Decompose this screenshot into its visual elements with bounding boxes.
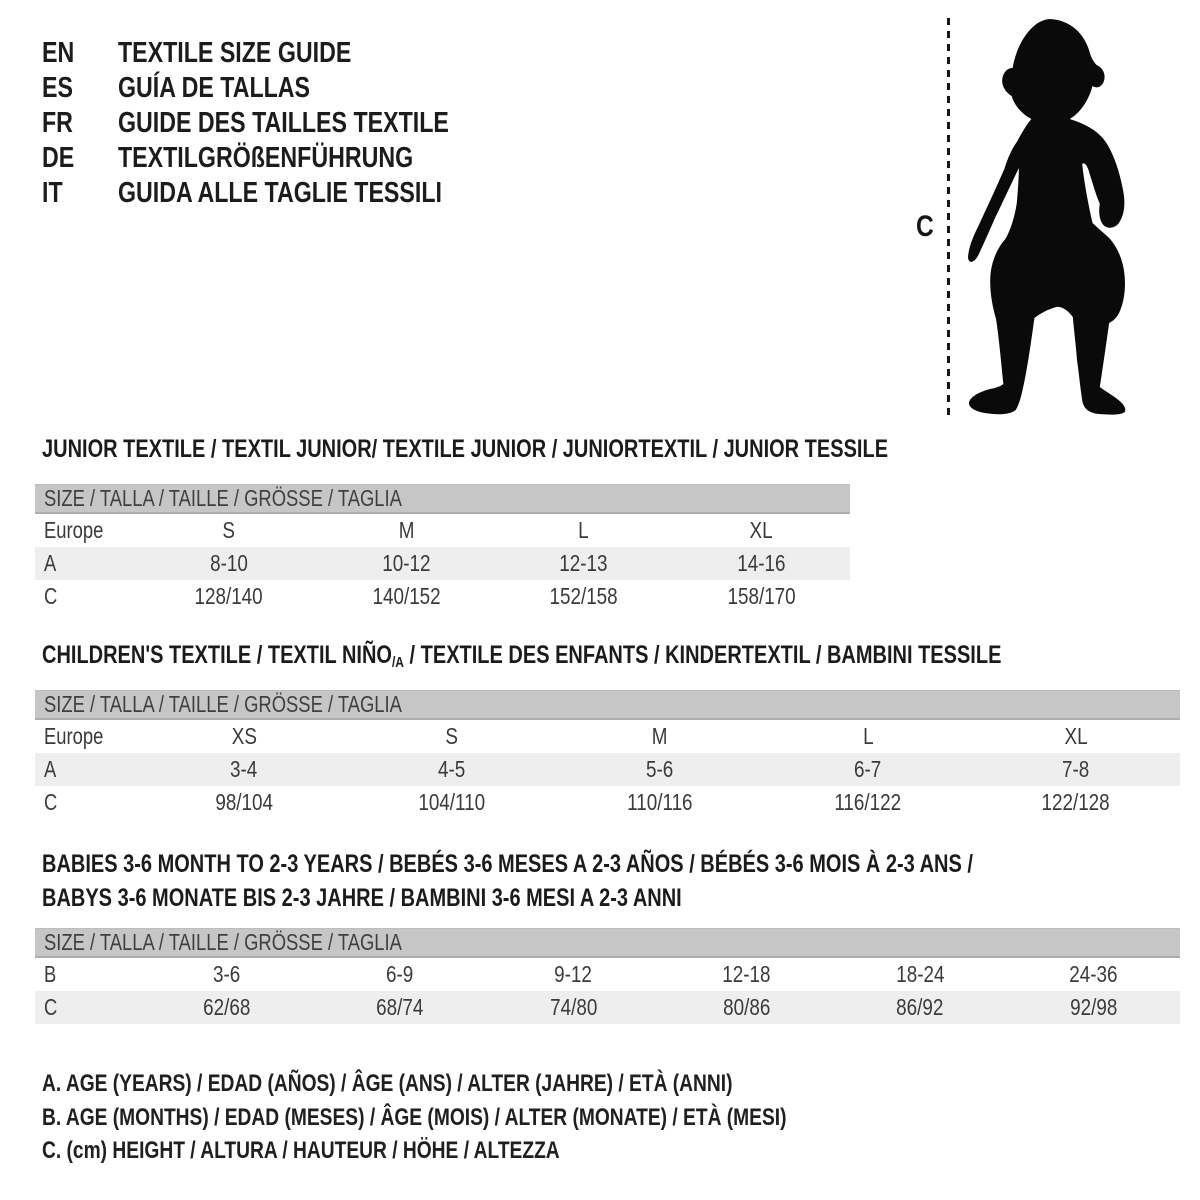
size-header-text: SIZE / TALLA / TAILLE / GRÖSSE / TAGLIA xyxy=(44,691,402,717)
children-title-subscript: /A xyxy=(391,654,404,671)
table-row-age xyxy=(35,547,850,580)
legend-height-cm xyxy=(42,1139,689,1163)
row-label-text: C xyxy=(44,994,58,1020)
size-cell-text: XL xyxy=(1064,723,1088,749)
size-cell-text: 3-6 xyxy=(213,961,241,987)
size-table-children xyxy=(35,690,1180,819)
size-header-bar xyxy=(35,928,1180,958)
language-code-text: IT xyxy=(42,177,63,209)
size-cell xyxy=(348,756,556,783)
row-label-text: Europe xyxy=(44,517,104,543)
guide-title-fr xyxy=(118,107,532,140)
row-label-text: A xyxy=(44,550,57,576)
size-cell-text: 158/170 xyxy=(727,583,796,609)
size-cell-text: 7-8 xyxy=(1062,756,1090,782)
size-cell-text: 8-10 xyxy=(209,550,248,576)
baby-silhouette-icon xyxy=(967,16,1133,416)
language-row-en xyxy=(42,36,532,71)
size-cell xyxy=(318,550,496,577)
legend-age-months-text: B. AGE (MONTHS) / EDAD (MESES) / ÂGE (MOIS) / ALTER (MONATE) / ETÀ (MESI) xyxy=(42,1104,787,1131)
size-cell xyxy=(318,583,496,610)
language-code xyxy=(42,107,118,140)
size-cell xyxy=(556,723,764,750)
size-cell xyxy=(140,756,348,783)
size-cell-text: M xyxy=(398,517,415,543)
size-cell-text: 86/92 xyxy=(896,994,944,1020)
size-cell xyxy=(140,550,318,577)
size-header-bar xyxy=(35,484,850,514)
size-cell xyxy=(673,583,851,610)
guide-title-fr-text: GUIDE DES TAILLES TEXTILE xyxy=(118,107,449,139)
row-label-text: C xyxy=(44,583,58,609)
table-row-height xyxy=(35,991,1180,1024)
row-label xyxy=(35,961,140,988)
language-row-de xyxy=(42,141,532,176)
language-row-es xyxy=(42,71,532,106)
row-label xyxy=(35,517,140,544)
size-cell xyxy=(487,961,660,988)
size-cell-text: 80/86 xyxy=(723,994,771,1020)
size-table-babies xyxy=(35,928,1180,1024)
row-label xyxy=(35,756,140,783)
size-cell-text: 3-4 xyxy=(230,756,258,782)
table-row-europe xyxy=(35,514,850,547)
row-label xyxy=(35,550,140,577)
size-cell-text: 18-24 xyxy=(895,961,945,987)
size-cell-text: 62/68 xyxy=(203,994,251,1020)
guide-title-it-text: GUIDA ALLE TAGLIE TESSILI xyxy=(118,177,442,209)
size-cell xyxy=(764,789,972,816)
size-cell-text: XS xyxy=(231,723,257,749)
size-cell xyxy=(972,789,1180,816)
size-cell-text: 12-18 xyxy=(722,961,771,987)
children-section-title xyxy=(42,643,1200,671)
children-title-post: / TEXTILE DES ENFANTS / KINDERTEXTIL / BAMBINI TESSILE xyxy=(403,641,1002,669)
language-code xyxy=(42,72,118,105)
size-cell-text: 122/128 xyxy=(1041,789,1111,815)
language-title-list xyxy=(42,36,532,211)
size-cell xyxy=(495,517,673,544)
size-cell-text: 6-7 xyxy=(854,756,882,782)
size-cell-text: S xyxy=(445,723,459,749)
language-code-text: ES xyxy=(42,72,73,104)
legend-age-years xyxy=(42,1072,905,1096)
size-cell xyxy=(1007,994,1180,1021)
row-label xyxy=(35,789,140,816)
language-row-fr xyxy=(42,106,532,141)
size-cell xyxy=(556,789,764,816)
size-cell-text: 4-5 xyxy=(438,756,466,782)
language-code xyxy=(42,177,118,210)
table-row-europe xyxy=(35,720,1180,753)
size-cell xyxy=(313,961,486,988)
language-code-text: FR xyxy=(42,107,73,139)
babies-section-title-line1-text: BABIES 3-6 MONTH TO 2-3 YEARS / BEBÉS 3-6 MESES A 2-3 AÑOS / BÉBÉS 3-6 MOIS À 2-3 ANS / xyxy=(42,850,973,878)
guide-title-en-text: TEXTILE SIZE GUIDE xyxy=(118,37,352,69)
size-cell xyxy=(495,550,673,577)
size-cell xyxy=(833,994,1006,1021)
guide-title-it xyxy=(118,177,523,210)
size-header-bar xyxy=(35,690,1180,720)
size-cell xyxy=(833,961,1006,988)
language-code-text: EN xyxy=(42,37,75,69)
size-cell xyxy=(764,756,972,783)
size-cell-text: 110/116 xyxy=(627,789,693,815)
legend-age-months xyxy=(42,1106,973,1130)
row-label-text: B xyxy=(44,961,57,987)
size-cell xyxy=(660,961,833,988)
guide-title-en xyxy=(118,37,410,70)
height-measure-dashed-line xyxy=(947,18,950,415)
size-cell-text: L xyxy=(578,517,589,543)
guide-title-es-text: GUÍA DE TALLAS xyxy=(118,72,311,104)
children-section-title-text xyxy=(42,643,1001,671)
size-table-junior xyxy=(35,484,850,613)
table-row-age-months xyxy=(35,958,1180,991)
size-cell xyxy=(556,756,764,783)
row-label xyxy=(35,723,140,750)
size-cell-text: 10-12 xyxy=(382,550,431,576)
guide-title-de-text: TEXTILGRÖßENFÜHRUNG xyxy=(118,142,414,174)
size-cell-text: XL xyxy=(749,517,773,543)
size-cell xyxy=(348,723,556,750)
size-cell-text: 5-6 xyxy=(646,756,674,782)
size-cell xyxy=(764,723,972,750)
size-cell-text: 116/122 xyxy=(834,789,902,815)
size-cell-text: M xyxy=(652,723,668,749)
size-cell-text: 128/140 xyxy=(194,583,263,609)
size-cell xyxy=(140,583,318,610)
size-header-text: SIZE / TALLA / TAILLE / GRÖSSE / TAGLIA xyxy=(44,929,402,955)
guide-title-de xyxy=(118,142,487,175)
size-header-text: SIZE / TALLA / TAILLE / GRÖSSE / TAGLIA xyxy=(44,485,402,511)
row-label-text: C xyxy=(44,789,58,815)
size-cell xyxy=(660,994,833,1021)
size-cell xyxy=(348,789,556,816)
language-code-text: DE xyxy=(42,142,75,174)
size-cell xyxy=(318,517,496,544)
size-cell-text: S xyxy=(222,517,236,543)
size-cell xyxy=(140,723,348,750)
height-measure-label xyxy=(914,210,936,244)
size-cell-text: 14-16 xyxy=(737,550,786,576)
height-measure-label-text: C xyxy=(915,210,934,243)
size-cell-text: 24-36 xyxy=(1069,961,1118,987)
size-cell-text: L xyxy=(862,723,874,749)
language-code xyxy=(42,142,118,175)
table-row-height xyxy=(35,580,850,613)
row-label xyxy=(35,994,140,1021)
size-cell-text: 68/74 xyxy=(376,994,424,1020)
row-label-text: A xyxy=(44,756,57,782)
babies-section-title-line2-text: BABYS 3-6 MONATE BIS 2-3 JAHRE / BAMBINI 3-6 MESI A 2-3 ANNI xyxy=(42,884,682,912)
size-cell-text: 152/158 xyxy=(549,583,618,609)
row-label-text: Europe xyxy=(44,723,104,749)
language-row-it xyxy=(42,176,532,211)
size-cell xyxy=(140,517,318,544)
size-cell-text: 6-9 xyxy=(386,961,414,987)
size-cell xyxy=(972,756,1180,783)
language-code xyxy=(42,37,118,70)
size-cell-text: 12-13 xyxy=(559,550,608,576)
size-cell xyxy=(495,583,673,610)
legend-age-years-text: A. AGE (YEARS) / EDAD (AÑOS) / ÂGE (ANS) / ALTER (JAHRE) / ETÀ (ANNI) xyxy=(42,1070,733,1097)
junior-section-title xyxy=(42,437,1100,461)
size-cell xyxy=(1007,961,1180,988)
size-cell-text: 9-12 xyxy=(554,961,593,987)
size-cell-text: 74/80 xyxy=(549,994,597,1020)
children-title-pre: CHILDREN'S TEXTILE / TEXTIL NIÑO xyxy=(42,641,392,669)
size-cell xyxy=(313,994,486,1021)
size-cell-text: 92/98 xyxy=(1069,994,1117,1020)
size-cell-text: 140/152 xyxy=(372,583,441,609)
table-row-height xyxy=(35,786,1180,819)
legend-height-cm-text: C. (cm) HEIGHT / ALTURA / HAUTEUR / HÖHE / ALTEZZA xyxy=(42,1137,560,1164)
size-cell xyxy=(140,961,313,988)
size-cell-text: 98/104 xyxy=(215,789,273,815)
size-cell xyxy=(487,994,660,1021)
size-cell xyxy=(140,789,348,816)
table-row-age xyxy=(35,753,1180,786)
size-cell-text: 104/110 xyxy=(418,789,486,815)
row-label xyxy=(35,583,140,610)
size-cell xyxy=(972,723,1180,750)
guide-title-es xyxy=(118,72,358,105)
size-cell xyxy=(673,517,851,544)
babies-section-title-line2 xyxy=(42,886,842,910)
size-cell xyxy=(673,550,851,577)
babies-section-title-line1 xyxy=(42,852,1200,876)
junior-section-title-text: JUNIOR TEXTILE / TEXTIL JUNIOR/ TEXTILE JUNIOR / JUNIORTEXTIL / JUNIOR TESSILE xyxy=(42,435,889,463)
size-cell xyxy=(140,994,313,1021)
